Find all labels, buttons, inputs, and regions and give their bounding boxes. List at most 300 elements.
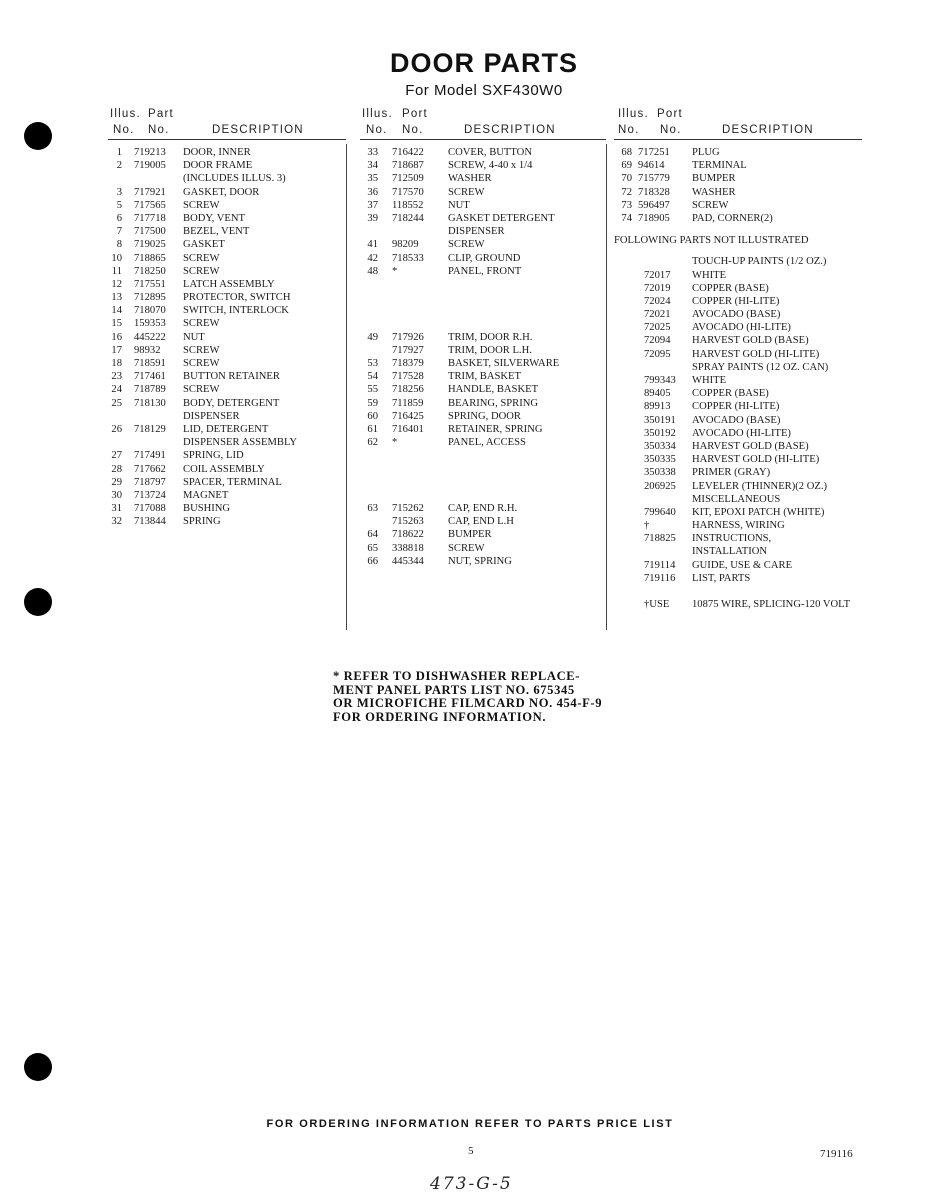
parts-row — [614, 506, 874, 519]
blank-row — [350, 278, 600, 291]
parts-row — [350, 528, 600, 541]
parts-row — [100, 291, 340, 304]
parts-row — [350, 515, 600, 528]
part-number: 350192 — [644, 427, 676, 439]
part-number: 711859 — [392, 397, 424, 409]
part-number: 719213 — [134, 147, 166, 158]
part-number: 718250 — [134, 265, 166, 277]
parts-column-1 — [100, 146, 340, 528]
parts-row — [350, 225, 600, 238]
blank-row — [350, 304, 600, 317]
part-description: KIT, EPOXI PATCH (WHITE) — [692, 506, 825, 518]
parts-row — [350, 146, 600, 159]
part-description: INSTRUCTIONS, — [692, 533, 772, 545]
parts-row — [350, 542, 600, 555]
part-description: SCREW — [183, 318, 220, 330]
illus-number: 18 — [111, 358, 122, 369]
part-description: PLUG — [692, 147, 720, 158]
header-illus-no: No. — [366, 124, 388, 136]
illus-number: 29 — [111, 476, 122, 488]
part-description: PRIMER (GRAY) — [692, 467, 771, 479]
parts-row — [614, 186, 874, 199]
part-number: 718789 — [134, 384, 166, 396]
illus-number: 13 — [111, 292, 122, 304]
part-description: SCREW — [183, 252, 220, 264]
part-description: PANEL, ACCESS — [448, 437, 526, 449]
illus-number: 68 — [621, 147, 632, 158]
parts-row — [614, 532, 874, 545]
page-number: 5 — [468, 1145, 474, 1157]
parts-row — [350, 502, 600, 515]
part-number: 718533 — [392, 252, 424, 264]
illus-number: 65 — [367, 542, 378, 554]
parts-row — [614, 545, 874, 558]
parts-row — [100, 449, 340, 462]
part-number: 719025 — [134, 239, 166, 251]
part-description: BEARING, SPRING — [448, 397, 539, 409]
parts-row — [350, 252, 600, 265]
part-description: HARNESS, WIRING — [692, 520, 785, 532]
parts-row — [614, 146, 874, 159]
parts-row — [100, 410, 340, 423]
blank-row — [614, 585, 874, 598]
part-number: 72025 — [644, 322, 671, 334]
part-description: WASHER — [692, 186, 736, 198]
parts-row — [614, 269, 874, 282]
part-description: SCREW — [448, 239, 485, 251]
punch-hole-middle — [24, 588, 52, 616]
part-description: CLIP, GROUND — [448, 252, 521, 264]
illus-number: 8 — [116, 239, 122, 251]
note-line: FOR ORDERING INFORMATION. — [333, 709, 547, 724]
part-description: LID, DETERGENT — [183, 423, 269, 435]
part-description: LIST, PARTS — [692, 572, 751, 584]
part-description: PAD, CORNER(2) — [692, 212, 773, 224]
illus-number: 30 — [111, 489, 122, 501]
header-illus-no: No. — [113, 124, 135, 136]
part-number: 718865 — [134, 252, 166, 264]
part-description: BUSHING — [183, 503, 231, 515]
parts-row — [100, 502, 340, 515]
header-part-no: No. — [148, 124, 170, 136]
parts-row — [100, 489, 340, 502]
part-number: 350338 — [644, 467, 676, 479]
parts-row — [614, 466, 874, 479]
part-number: 719114 — [644, 559, 676, 571]
blank-row — [350, 449, 600, 462]
part-description: COPPER (BASE) — [692, 388, 769, 400]
header-part-no: No. — [402, 124, 424, 136]
illus-number: 5 — [116, 199, 122, 211]
parts-row — [100, 199, 340, 212]
parts-row — [614, 480, 874, 493]
illus-number: 72 — [621, 186, 632, 198]
replacement-panel-note — [333, 670, 602, 724]
part-description: SCREW — [183, 344, 220, 356]
illus-number: 64 — [367, 529, 378, 541]
illus-number: 37 — [367, 199, 378, 211]
part-number: 717921 — [134, 186, 166, 198]
parts-column-2 — [350, 146, 600, 568]
parts-row — [100, 515, 340, 528]
part-description: GASKET, DOOR — [183, 186, 260, 198]
part-number: 350335 — [644, 454, 676, 466]
part-number: 718256 — [392, 384, 424, 396]
part-number: 717565 — [134, 199, 166, 211]
part-description: COPPER (HI-LITE) — [692, 295, 780, 307]
part-number: 716401 — [392, 423, 424, 435]
illus-number: 12 — [111, 278, 122, 290]
header-rule — [614, 139, 862, 140]
header-part-no: No. — [660, 124, 682, 136]
part-number: 717927 — [392, 344, 424, 356]
illus-number: 70 — [621, 173, 632, 185]
parts-column-3 — [614, 146, 874, 611]
illus-number: 1 — [116, 147, 122, 158]
blank-row — [350, 476, 600, 489]
part-number: 350334 — [644, 440, 676, 452]
part-number: 717528 — [392, 371, 424, 383]
part-number: 799343 — [644, 375, 676, 386]
part-number: 718687 — [392, 160, 424, 172]
parts-row — [100, 304, 340, 317]
part-number: 718797 — [134, 476, 166, 488]
parts-row — [350, 555, 600, 568]
header-part: Port — [657, 108, 683, 120]
part-number: 89405 — [644, 388, 671, 400]
illus-number: 7 — [116, 226, 122, 238]
part-number: 72024 — [644, 295, 671, 307]
blank-row — [350, 463, 600, 476]
part-description: COVER, BUTTON — [448, 147, 532, 158]
parts-row — [614, 348, 874, 361]
parts-row — [100, 331, 340, 344]
part-number: 719116 — [644, 572, 676, 584]
parts-row — [100, 397, 340, 410]
illus-number: 69 — [621, 160, 632, 172]
part-number: 89913 — [644, 401, 671, 413]
parts-row — [100, 252, 340, 265]
part-number: 72021 — [644, 309, 671, 321]
illus-number: 10 — [111, 252, 122, 264]
illus-number: 16 — [111, 331, 122, 343]
parts-row — [100, 370, 340, 383]
parts-row — [350, 172, 600, 185]
parts-row — [100, 383, 340, 396]
part-description: GASKET — [183, 239, 225, 251]
part-number: 159353 — [134, 318, 166, 330]
part-description: COPPER (BASE) — [692, 282, 769, 294]
part-description: COPPER (HI-LITE) — [692, 401, 780, 413]
handwritten-annotation: 473-G-5 — [430, 1174, 513, 1194]
part-number: 718591 — [134, 358, 166, 369]
parts-row — [350, 186, 600, 199]
part-description: HARVEST GOLD (HI-LITE) — [692, 348, 820, 360]
part-number: 718328 — [638, 186, 670, 198]
illus-number: 48 — [367, 265, 378, 277]
part-number: 350191 — [644, 414, 676, 426]
part-description: DISPENSER — [183, 410, 240, 422]
parts-row — [350, 357, 600, 370]
part-description: MAGNET — [183, 489, 229, 501]
part-number: 718070 — [134, 305, 166, 317]
part-description: COIL ASSEMBLY — [183, 463, 265, 475]
part-number: 717461 — [134, 371, 166, 383]
part-description: TRIM, DOOR R.H. — [448, 331, 533, 343]
part-description: SPRING — [183, 516, 221, 528]
part-description: CAP, END L.H — [448, 516, 514, 528]
parts-row — [614, 400, 874, 413]
part-number: 445222 — [134, 331, 166, 343]
part-description: SCREW — [448, 542, 485, 554]
part-description: BEZEL, VENT — [183, 226, 250, 238]
parts-row — [350, 265, 600, 278]
parts-row — [614, 255, 874, 268]
part-description: BODY, DETERGENT — [183, 397, 280, 409]
blank-row — [350, 489, 600, 502]
parts-row — [614, 374, 874, 387]
punch-hole-top — [24, 122, 52, 150]
part-description: SCREW — [448, 186, 485, 198]
part-description: AVOCADO (HI-LITE) — [692, 322, 791, 334]
parts-row — [100, 436, 340, 449]
parts-row — [614, 172, 874, 185]
header-illus: Illus. — [110, 108, 141, 120]
illus-number: 53 — [367, 358, 378, 369]
part-description: SCREW — [183, 265, 220, 277]
header-description: DESCRIPTION — [212, 124, 304, 136]
part-number: 72019 — [644, 282, 671, 294]
illus-number: 6 — [116, 212, 122, 224]
parts-row — [100, 159, 340, 172]
part-number: 713724 — [134, 489, 166, 501]
illus-number: 27 — [111, 450, 122, 462]
part-description: AVOCADO (HI-LITE) — [692, 427, 791, 439]
part-number: 718622 — [392, 529, 424, 541]
parts-row — [350, 383, 600, 396]
part-number: 206925 — [644, 480, 676, 492]
illus-number: 14 — [111, 305, 122, 317]
illus-number: 33 — [367, 147, 378, 158]
illus-number: 60 — [367, 410, 378, 422]
parts-row — [100, 186, 340, 199]
blank-row — [350, 291, 600, 304]
part-description: (INCLUDES ILLUS. 3) — [183, 173, 286, 185]
parts-row — [614, 361, 874, 374]
header-rule — [108, 139, 346, 140]
parts-row — [100, 225, 340, 238]
part-description: SCREW — [183, 358, 220, 369]
part-number: 715263 — [392, 516, 424, 528]
part-description: AVOCADO (BASE) — [692, 414, 781, 426]
part-number: 717662 — [134, 463, 166, 475]
part-number: 717570 — [392, 186, 424, 198]
part-description: BODY, VENT — [183, 212, 245, 224]
illus-number: 74 — [621, 212, 632, 224]
part-number: 713844 — [134, 516, 166, 528]
parts-row — [100, 238, 340, 251]
illus-number: 17 — [111, 344, 122, 356]
parts-column-3-not-illustrated — [614, 255, 874, 611]
part-description: TRIM, BASKET — [448, 371, 521, 383]
part-description: WHITE — [692, 375, 727, 386]
part-number: 445344 — [392, 555, 424, 567]
parts-row — [614, 308, 874, 321]
header-description: DESCRIPTION — [464, 124, 556, 136]
parts-row — [614, 295, 874, 308]
illus-number: 59 — [367, 397, 378, 409]
header-illus: Illus. — [362, 108, 393, 120]
parts-row — [614, 519, 874, 532]
illus-number: 26 — [111, 423, 122, 435]
column-divider — [346, 144, 347, 630]
illus-number: 61 — [367, 423, 378, 435]
parts-row — [350, 344, 600, 357]
header-illus: Illus. — [618, 108, 649, 120]
part-description: NUT, SPRING — [448, 555, 512, 567]
part-number: 718129 — [134, 423, 166, 435]
part-number: 717551 — [134, 278, 166, 290]
part-description: LEVELER (THINNER)(2 OZ.) — [692, 480, 828, 492]
part-number: 717500 — [134, 226, 166, 238]
parts-row — [614, 334, 874, 347]
part-number: 717718 — [134, 212, 166, 224]
part-description: HANDLE, BASKET — [448, 384, 539, 396]
part-description: NUT — [183, 331, 205, 343]
part-number: * — [392, 437, 398, 449]
part-description: TERMINAL — [692, 160, 747, 172]
parts-row — [614, 387, 874, 400]
part-number: 72017 — [644, 269, 671, 281]
part-number: 716422 — [392, 147, 424, 158]
parts-column-3-illustrated — [614, 146, 874, 225]
illus-number: 24 — [111, 384, 122, 396]
parts-row — [614, 440, 874, 453]
part-number: 718825 — [644, 533, 676, 545]
part-description: SPRAY PAINTS (12 OZ. CAN) — [692, 361, 829, 373]
parts-row — [100, 317, 340, 330]
part-number: 716425 — [392, 410, 424, 422]
note-line: MENT PANEL PARTS LIST NO. 675345 — [333, 682, 575, 697]
header-illus-no: No. — [618, 124, 640, 136]
ordering-footer: FOR ORDERING INFORMATION REFER TO PARTS PRICE LIST — [266, 1118, 674, 1130]
part-number: 717926 — [392, 331, 424, 343]
part-number: 712509 — [392, 173, 424, 185]
parts-row — [614, 559, 874, 572]
parts-row — [614, 572, 874, 585]
part-description: SCREW — [183, 384, 220, 396]
part-description: HARVEST GOLD (BASE) — [692, 440, 809, 452]
part-number: 799640 — [644, 506, 676, 518]
column-divider — [606, 144, 607, 630]
header-rule — [360, 139, 606, 140]
note-line: * REFER TO DISHWASHER REPLACE- — [333, 669, 581, 683]
part-description: TOUCH-UP PAINTS (1/2 OZ.) — [692, 256, 827, 268]
parts-row — [100, 357, 340, 370]
parts-row — [350, 212, 600, 225]
illus-number: 41 — [367, 239, 378, 251]
part-description: TRIM, DOOR L.H. — [448, 344, 532, 356]
parts-row — [350, 436, 600, 449]
part-number: 338818 — [392, 542, 424, 554]
part-description: BUTTON RETAINER — [183, 371, 280, 383]
parts-row — [100, 265, 340, 278]
illus-number: 11 — [111, 265, 122, 277]
illus-number: 32 — [111, 516, 122, 528]
part-description: HARVEST GOLD (HI-LITE) — [692, 454, 820, 466]
parts-row — [350, 159, 600, 172]
part-number: 717491 — [134, 450, 166, 462]
part-number: 718244 — [392, 212, 424, 224]
parts-row — [350, 370, 600, 383]
parts-row — [614, 598, 874, 611]
illus-number: 66 — [367, 555, 378, 567]
part-description: LATCH ASSEMBLY — [183, 278, 275, 290]
illus-number: 63 — [367, 503, 378, 515]
part-number: 712895 — [134, 292, 166, 304]
parts-row — [614, 453, 874, 466]
parts-row — [350, 397, 600, 410]
note-line: OR MICROFICHE FILMCARD NO. 454-F-9 — [333, 696, 603, 711]
part-description: PANEL, FRONT — [448, 265, 522, 277]
part-number: 719005 — [134, 160, 166, 172]
part-number: 715262 — [392, 503, 424, 515]
parts-row — [100, 344, 340, 357]
illus-number: 42 — [367, 252, 378, 264]
part-description: PROTECTOR, SWITCH — [183, 292, 291, 304]
parts-row — [100, 278, 340, 291]
part-description: DISPENSER — [448, 226, 505, 238]
header-part: Part — [148, 108, 174, 120]
part-description: GUIDE, USE & CARE — [692, 559, 793, 571]
part-number: 98209 — [392, 239, 419, 251]
part-number: 72094 — [644, 335, 671, 347]
parts-row — [100, 212, 340, 225]
part-description: RETAINER, SPRING — [448, 423, 543, 435]
model-subtitle: For Model SXF430W0 — [405, 82, 563, 99]
illus-number: 55 — [367, 384, 378, 396]
parts-row — [614, 414, 874, 427]
part-description: AVOCADO (BASE) — [692, 309, 781, 321]
part-description: DOOR, INNER — [183, 147, 251, 158]
part-description: DOOR FRAME — [183, 160, 253, 172]
part-number: 118552 — [392, 199, 424, 211]
header-description: DESCRIPTION — [722, 124, 814, 136]
part-description: BUMPER — [448, 529, 492, 541]
part-description: DISPENSER ASSEMBLY — [183, 437, 298, 449]
part-number: †USE — [644, 599, 670, 611]
part-number: 596497 — [638, 199, 670, 211]
illus-number: 73 — [621, 199, 632, 211]
parts-row — [614, 159, 874, 172]
part-number: 717251 — [638, 147, 670, 158]
part-number: 715779 — [638, 173, 670, 185]
illus-number: 34 — [367, 160, 378, 172]
illus-number: 31 — [111, 503, 122, 515]
parts-row — [350, 331, 600, 344]
part-description: SPRING, DOOR — [448, 410, 521, 422]
part-description: WHITE — [692, 269, 727, 281]
part-number: † — [644, 520, 650, 532]
illus-number: 23 — [111, 371, 122, 383]
parts-row — [614, 427, 874, 440]
part-number: 717088 — [134, 503, 166, 515]
part-number: 72095 — [644, 348, 671, 360]
document-number: 719116 — [820, 1148, 853, 1160]
parts-row — [100, 476, 340, 489]
part-description: INSTALLATION — [692, 546, 768, 558]
part-description: SPACER, TERMINAL — [183, 476, 282, 488]
